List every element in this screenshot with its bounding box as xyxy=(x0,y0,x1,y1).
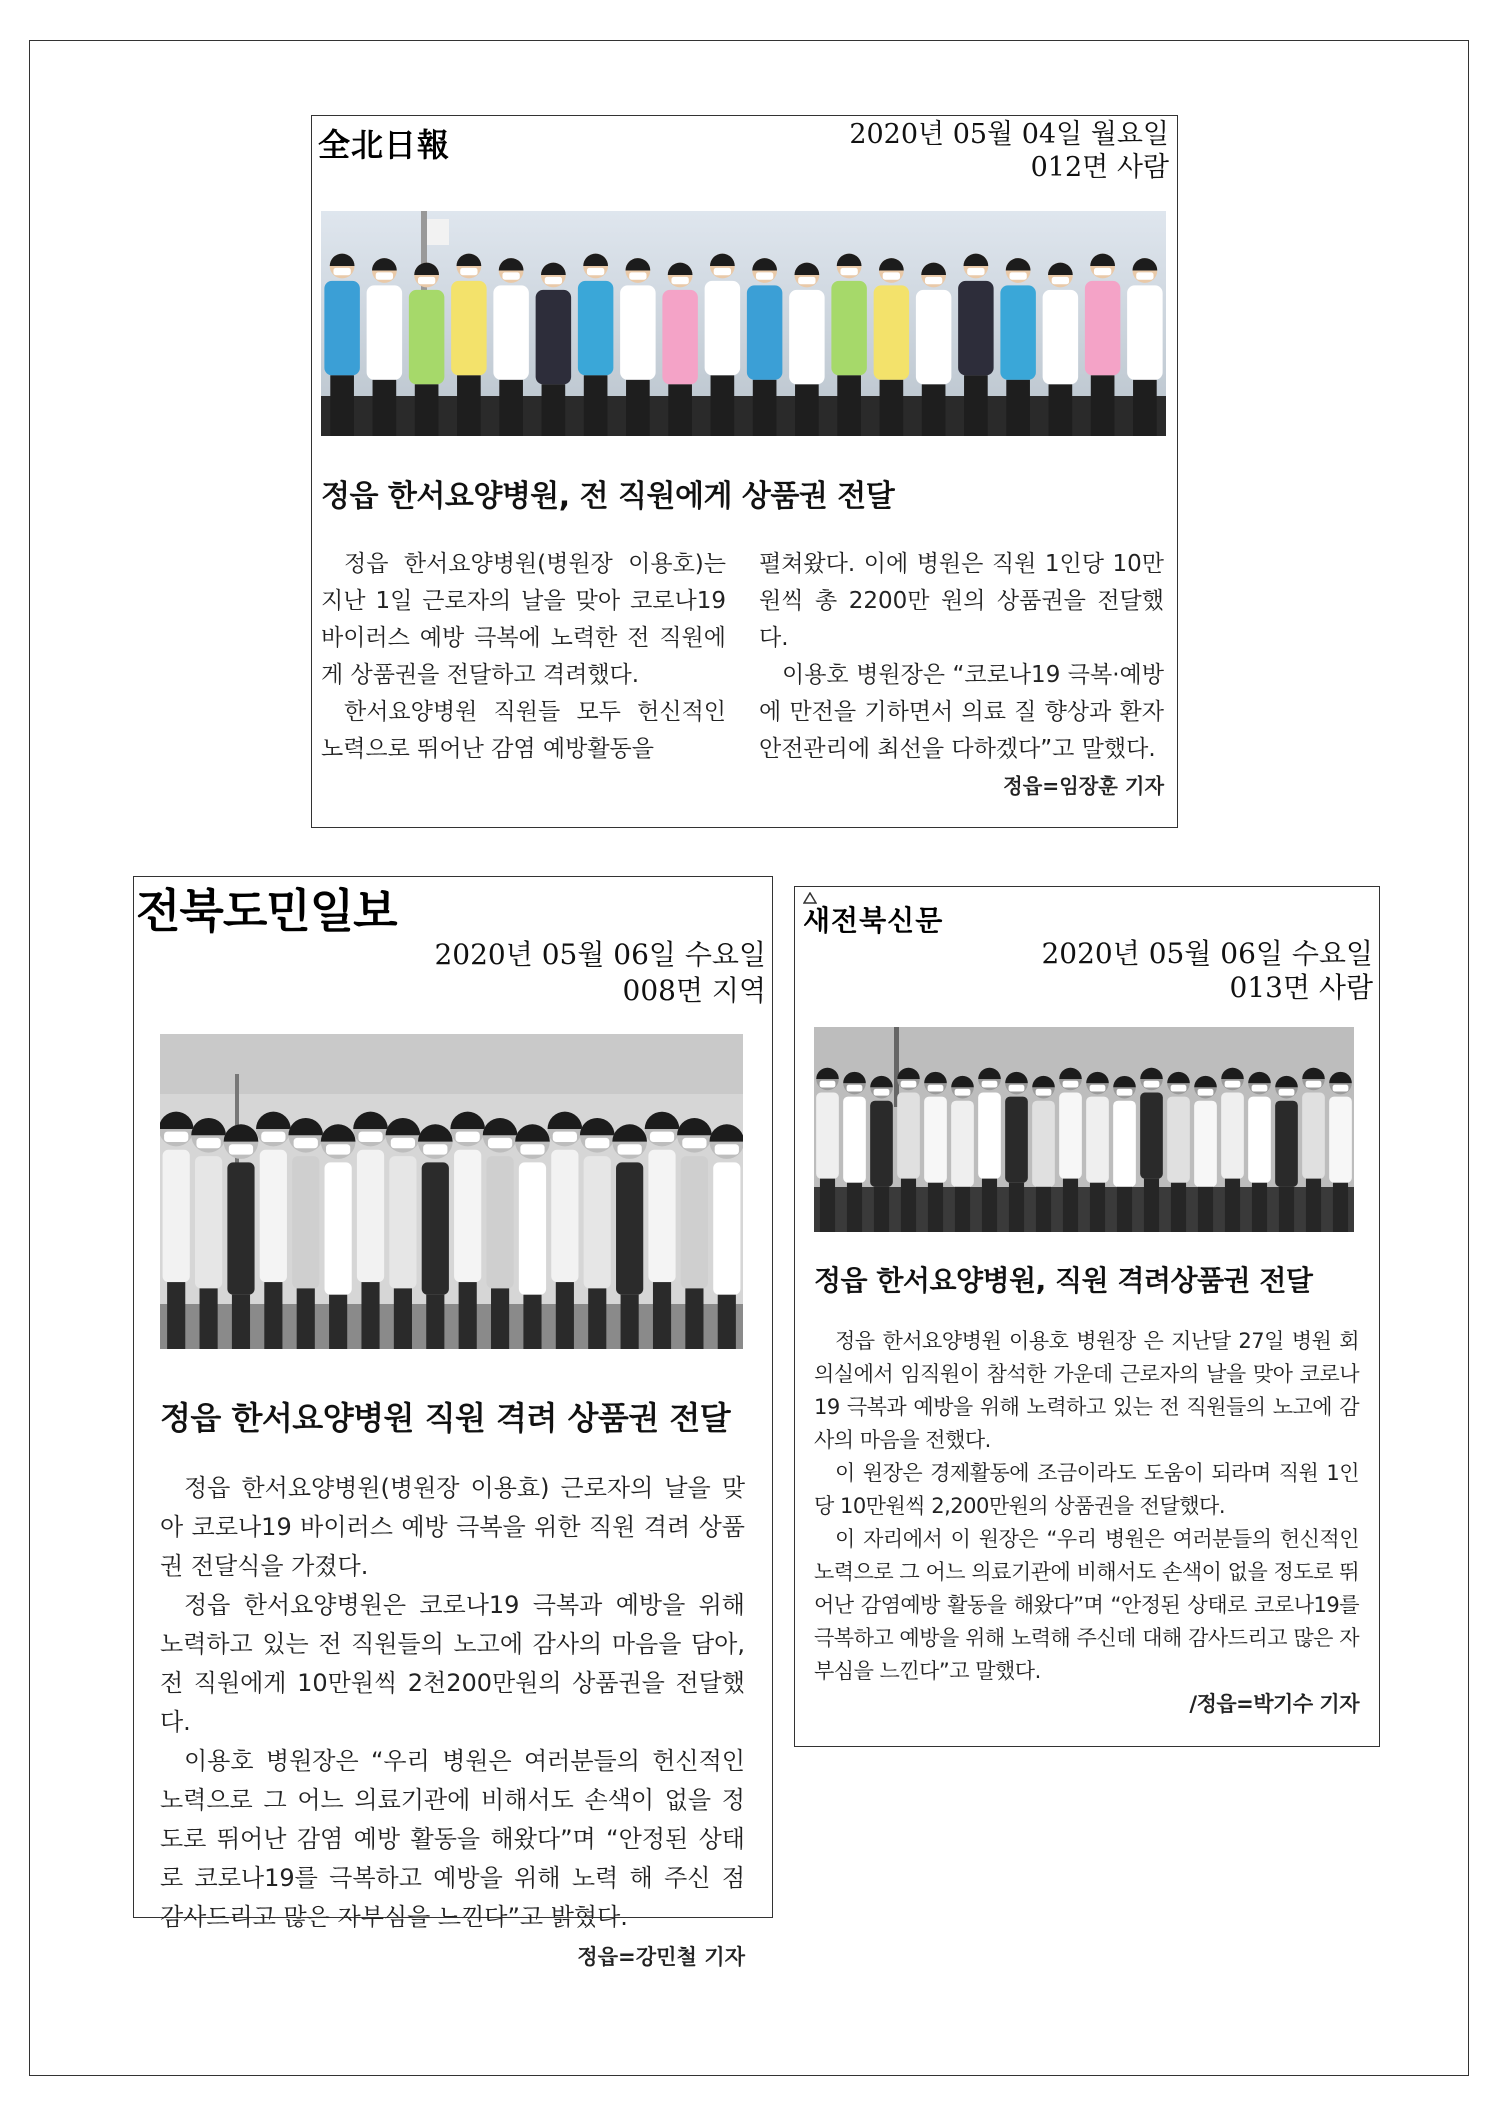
person-legs xyxy=(685,1288,703,1349)
person-legs xyxy=(1252,1183,1267,1232)
person-legs xyxy=(394,1288,412,1349)
person-body xyxy=(1248,1097,1271,1183)
paragraph: 펼쳐왔다. 이에 병원은 직원 1인당 10만 원씩 총 2200만 원의 상품권을 전달했다. xyxy=(759,551,1164,651)
person-mask xyxy=(1052,277,1069,284)
person-mask xyxy=(391,1138,415,1148)
person-legs xyxy=(1009,1183,1024,1232)
person-body xyxy=(978,1093,1001,1179)
person-mask xyxy=(1063,1081,1079,1088)
person-mask xyxy=(629,272,646,279)
person-legs xyxy=(922,384,946,436)
person-body xyxy=(486,1156,513,1288)
person-legs xyxy=(711,375,735,436)
person-mask xyxy=(460,268,477,275)
person-body xyxy=(1140,1093,1163,1179)
person-mask xyxy=(925,277,942,284)
person-body xyxy=(519,1162,546,1294)
person-mask xyxy=(553,1132,577,1142)
byline: 정읍=임장훈 기자 xyxy=(1003,774,1164,798)
person-body xyxy=(1086,1097,1109,1183)
person-legs xyxy=(1198,1187,1213,1232)
person-mask xyxy=(715,1144,739,1154)
person-body xyxy=(874,285,909,380)
person-legs xyxy=(1225,1179,1240,1232)
masthead-jeonbuk-domin-ilbo: 전북도민일보 xyxy=(136,884,397,938)
byline: 정읍=강민철 기자 xyxy=(577,1944,745,1969)
person-legs xyxy=(426,1295,444,1349)
person-body xyxy=(1275,1101,1298,1187)
person-mask xyxy=(488,1138,512,1148)
paragraph: 이 원장은 경제활동에 조금이라도 도움이 되라며 직원 1인당 10만원씩 2,200만원의 상품권을 전달했다. xyxy=(814,1461,1359,1518)
person-mask xyxy=(261,1132,285,1142)
person-body xyxy=(816,1093,839,1179)
person-legs xyxy=(955,1187,970,1232)
person-body xyxy=(705,281,740,376)
person-body xyxy=(163,1150,190,1282)
person-body xyxy=(451,281,486,376)
person-body xyxy=(616,1162,643,1294)
person-mask xyxy=(1306,1081,1322,1088)
photo-illustration xyxy=(814,1027,1354,1232)
person-mask xyxy=(618,1144,642,1154)
clip-jeonbuk-ilbo xyxy=(311,115,1178,828)
paragraph: 한서요양병원 직원들 모두 헌신적인 노력으로 뛰어난 감염 예방활동을 xyxy=(321,699,726,762)
person-legs xyxy=(415,384,439,436)
person-body xyxy=(747,285,782,380)
person-legs xyxy=(653,1282,671,1349)
person-body xyxy=(789,290,824,385)
person-legs xyxy=(542,384,566,436)
person-legs xyxy=(1049,384,1073,436)
person-mask xyxy=(423,1144,447,1154)
person-legs xyxy=(1279,1187,1294,1232)
person-mask xyxy=(1009,1085,1025,1092)
person-legs xyxy=(264,1282,282,1349)
page-section: 013면 사람 xyxy=(1229,971,1373,1004)
person-body xyxy=(713,1162,740,1294)
person-mask xyxy=(798,277,815,284)
person-mask xyxy=(587,268,604,275)
person-mask xyxy=(294,1138,318,1148)
person-body xyxy=(578,281,613,376)
person-mask xyxy=(502,272,519,279)
paragraph xyxy=(759,657,1164,798)
person-mask xyxy=(376,272,393,279)
person-body xyxy=(195,1156,222,1288)
person-mask xyxy=(1136,272,1153,279)
masthead-jeonbuk-ilbo: 全北日報 xyxy=(318,126,451,164)
person-body xyxy=(1127,285,1162,380)
person-body xyxy=(292,1156,319,1288)
person-body xyxy=(493,285,528,380)
person-body xyxy=(422,1162,449,1294)
headline: 정읍 한서요양병원, 직원 격려상품권 전달 xyxy=(814,1264,1313,1297)
person-legs xyxy=(982,1179,997,1232)
paragraph-text: 이용호 병원장은 “코로나19 극복·예방에 만전을 기하면서 의료 질 향상과 환자안전관리에 최선을 다하겠다”고 말했다. xyxy=(759,662,1164,762)
person-body xyxy=(620,285,655,380)
dateline xyxy=(849,118,1169,184)
person-legs xyxy=(837,375,861,436)
person-body xyxy=(325,1162,352,1294)
person-body xyxy=(951,1101,974,1187)
person-legs xyxy=(1171,1183,1186,1232)
publish-date: 2020년 05월 06일 수요일 xyxy=(1041,937,1373,970)
person-body xyxy=(584,1156,611,1288)
person-body xyxy=(324,281,359,376)
person-legs xyxy=(232,1295,250,1349)
person-body xyxy=(227,1162,254,1294)
person-legs xyxy=(1036,1187,1051,1232)
person-body xyxy=(843,1097,866,1183)
person-legs xyxy=(1063,1179,1078,1232)
person-legs xyxy=(847,1183,862,1232)
page-section: 008면 지역 xyxy=(622,974,766,1007)
person-mask xyxy=(928,1085,944,1092)
person-legs xyxy=(1091,375,1115,436)
dateline xyxy=(434,937,766,1009)
person-legs xyxy=(928,1183,943,1232)
person-legs xyxy=(901,1179,916,1232)
person-mask xyxy=(1279,1089,1295,1096)
person-mask xyxy=(1144,1081,1160,1088)
person-body xyxy=(1113,1101,1136,1187)
person-mask xyxy=(650,1132,674,1142)
person-body xyxy=(389,1156,416,1288)
person-body xyxy=(916,290,951,385)
person-mask xyxy=(585,1138,609,1148)
person-legs xyxy=(1144,1179,1159,1232)
photo-illustration xyxy=(160,1034,743,1349)
person-legs xyxy=(499,380,523,436)
group-photo-color xyxy=(321,211,1166,436)
person-body xyxy=(924,1097,947,1183)
person-mask xyxy=(196,1138,220,1148)
article-body xyxy=(160,1469,745,1976)
person-legs xyxy=(556,1282,574,1349)
person-mask xyxy=(982,1081,998,1088)
person-mask xyxy=(326,1144,350,1154)
person-body xyxy=(536,290,571,385)
group-photo-bw xyxy=(160,1034,743,1349)
masthead-sae-jeonbuk-sinmun: 새전북신문 xyxy=(803,904,944,937)
person-body xyxy=(367,285,402,380)
person-body xyxy=(648,1150,675,1282)
person-mask xyxy=(1333,1085,1349,1092)
person-body xyxy=(1005,1097,1028,1183)
person-legs xyxy=(361,1282,379,1349)
person-body xyxy=(1329,1097,1352,1183)
person-legs xyxy=(820,1179,835,1232)
person-legs xyxy=(753,380,777,436)
person-mask xyxy=(883,272,900,279)
person-legs xyxy=(1117,1187,1132,1232)
person-legs xyxy=(1090,1183,1105,1232)
person-body xyxy=(551,1150,578,1282)
person-mask xyxy=(1198,1089,1214,1096)
person-mask xyxy=(820,1081,836,1088)
person-legs xyxy=(1006,380,1030,436)
person-legs xyxy=(459,1282,477,1349)
person-mask xyxy=(1225,1081,1241,1088)
person-legs xyxy=(1306,1179,1321,1232)
person-mask xyxy=(164,1132,188,1142)
person-legs xyxy=(457,375,481,436)
person-body xyxy=(1085,281,1120,376)
person-body xyxy=(1194,1101,1217,1187)
person-legs xyxy=(880,380,904,436)
person-mask xyxy=(840,268,857,275)
person-body xyxy=(260,1150,287,1282)
group-photo-bw xyxy=(814,1027,1354,1232)
person-mask xyxy=(520,1144,544,1154)
person-mask xyxy=(1090,1085,1106,1092)
headline: 정읍 한서요양병원, 전 직원에게 상품권 전달 xyxy=(321,479,895,514)
person-body xyxy=(1302,1093,1325,1179)
person-legs xyxy=(874,1187,889,1232)
person-legs xyxy=(588,1288,606,1349)
person-mask xyxy=(1171,1085,1187,1092)
person-legs xyxy=(621,1295,639,1349)
paragraph: 정읍 한서요양병원은 코로나19 극복과 예방을 위해 노력하고 있는 전 직원들의 노고에 감사의 마음을 담아, 전 직원에게 10만원씩 2천200만원의 상품권을 전달했다. xyxy=(160,1591,745,1736)
person-mask xyxy=(1252,1085,1268,1092)
person-mask xyxy=(545,277,562,284)
person-mask xyxy=(229,1144,253,1154)
paragraph: 이 자리에서 이 원장은 “우리 병원은 여러분들의 헌신적인 노력으로 그 어느 의료기관에 비해서도 손색이 없을 정도로 뛰어난 감염예방 활동을 해왔다”며 “안정된 상태로 코로나19를 극복하고 예방을 위해 노력해 주신데 대해 감사드리고 많은 자부심을 느낀다”고 말했다. xyxy=(814,1527,1359,1683)
person-mask xyxy=(1036,1089,1052,1096)
person-legs xyxy=(329,1295,347,1349)
article-right-column xyxy=(759,546,1164,805)
person-mask xyxy=(901,1081,917,1088)
person-mask xyxy=(358,1132,382,1142)
person-body xyxy=(1221,1093,1244,1179)
person-body xyxy=(662,290,697,385)
person-legs xyxy=(964,375,988,436)
paragraph-text: 이용호 병원장은 “우리 병원은 여러분들의 헌신적인 노력으로 그 어느 의료기관에 비해서도 손색이 없을 정도로 뛰어난 감염 예방 활동을 해왔다”며 “안정된 상태로 코로나19를 극복하고 예방을 위해 노력 해 주신 점 감사드리고 많은 자부심을 느낀다”고 밝혔다. xyxy=(160,1747,745,1931)
clip-jeonbuk-domin-ilbo xyxy=(133,876,773,1969)
paragraph: 정읍 한서요양병원 이용호 병원장 은 지난달 27일 병원 회의실에서 임직원이 참석한 가운데 근로자의 날을 맞아 코로나19 극복과 예방을 위해 노력하고 있는 전 직원들의 노고에 감사의 마음을 전했다. xyxy=(814,1329,1359,1452)
person-legs xyxy=(668,384,692,436)
clip-sae-jeonbuk-sinmun xyxy=(794,886,1380,1747)
person-mask xyxy=(1094,268,1111,275)
person-legs xyxy=(373,380,397,436)
person-mask xyxy=(955,1089,971,1096)
person-mask xyxy=(682,1138,706,1148)
person-body xyxy=(1032,1101,1055,1187)
paragraph: 정읍 한서요양병원(병원장 이용효) 근로자의 날을 맞아 코로나19 바이러스 예방 극복을 위한 직원 격려 상품권 전달식을 가졌다. xyxy=(160,1474,745,1580)
person-body xyxy=(1059,1093,1082,1179)
person-body xyxy=(958,281,993,376)
person-legs xyxy=(626,380,650,436)
person-body xyxy=(1043,290,1078,385)
person-legs xyxy=(523,1295,541,1349)
person-mask xyxy=(1117,1089,1133,1096)
person-legs xyxy=(718,1295,736,1349)
article-body xyxy=(814,1325,1359,1721)
person-body xyxy=(1167,1097,1190,1183)
person-body xyxy=(681,1156,708,1288)
paragraph: 정읍 한서요양병원(병원장 이용호)는 지난 1일 근로자의 날을 맞아 코로나19 바이러스 예방 극복에 노력한 전 직원에게 상품권을 전달하고 격려했다. xyxy=(321,551,726,688)
person-mask xyxy=(847,1085,863,1092)
person-mask xyxy=(671,277,688,284)
person-mask xyxy=(456,1132,480,1142)
person-body xyxy=(454,1150,481,1282)
person-legs xyxy=(491,1288,509,1349)
page-section: 012면 사람 xyxy=(1030,152,1169,183)
person-mask xyxy=(756,272,773,279)
person-body xyxy=(897,1093,920,1179)
person-legs xyxy=(795,384,819,436)
person-legs xyxy=(330,375,354,436)
person-legs xyxy=(584,375,608,436)
person-legs xyxy=(1133,380,1157,436)
person-legs xyxy=(1333,1183,1348,1232)
headline: 정읍 한서요양병원 직원 격려 상품권 전달 xyxy=(160,1399,731,1437)
person-body xyxy=(357,1150,384,1282)
dateline xyxy=(1041,937,1373,1005)
publish-date: 2020년 05월 04일 월요일 xyxy=(849,119,1169,150)
person-body xyxy=(409,290,444,385)
paragraph xyxy=(160,1742,745,1969)
person-legs xyxy=(297,1288,315,1349)
photo-illustration xyxy=(321,211,1166,436)
publish-date: 2020년 05월 06일 수요일 xyxy=(434,938,766,971)
person-body xyxy=(831,281,866,376)
person-body xyxy=(870,1101,893,1187)
person-mask xyxy=(1009,272,1026,279)
person-mask xyxy=(418,277,435,284)
person-mask xyxy=(967,268,984,275)
person-mask xyxy=(714,268,731,275)
person-mask xyxy=(333,268,350,275)
person-legs xyxy=(167,1282,185,1349)
person-body xyxy=(1000,285,1035,380)
person-legs xyxy=(200,1288,218,1349)
byline: /정읍=박기수 기자 xyxy=(1189,1692,1359,1716)
article-left-column xyxy=(321,546,726,768)
person-mask xyxy=(874,1089,890,1096)
